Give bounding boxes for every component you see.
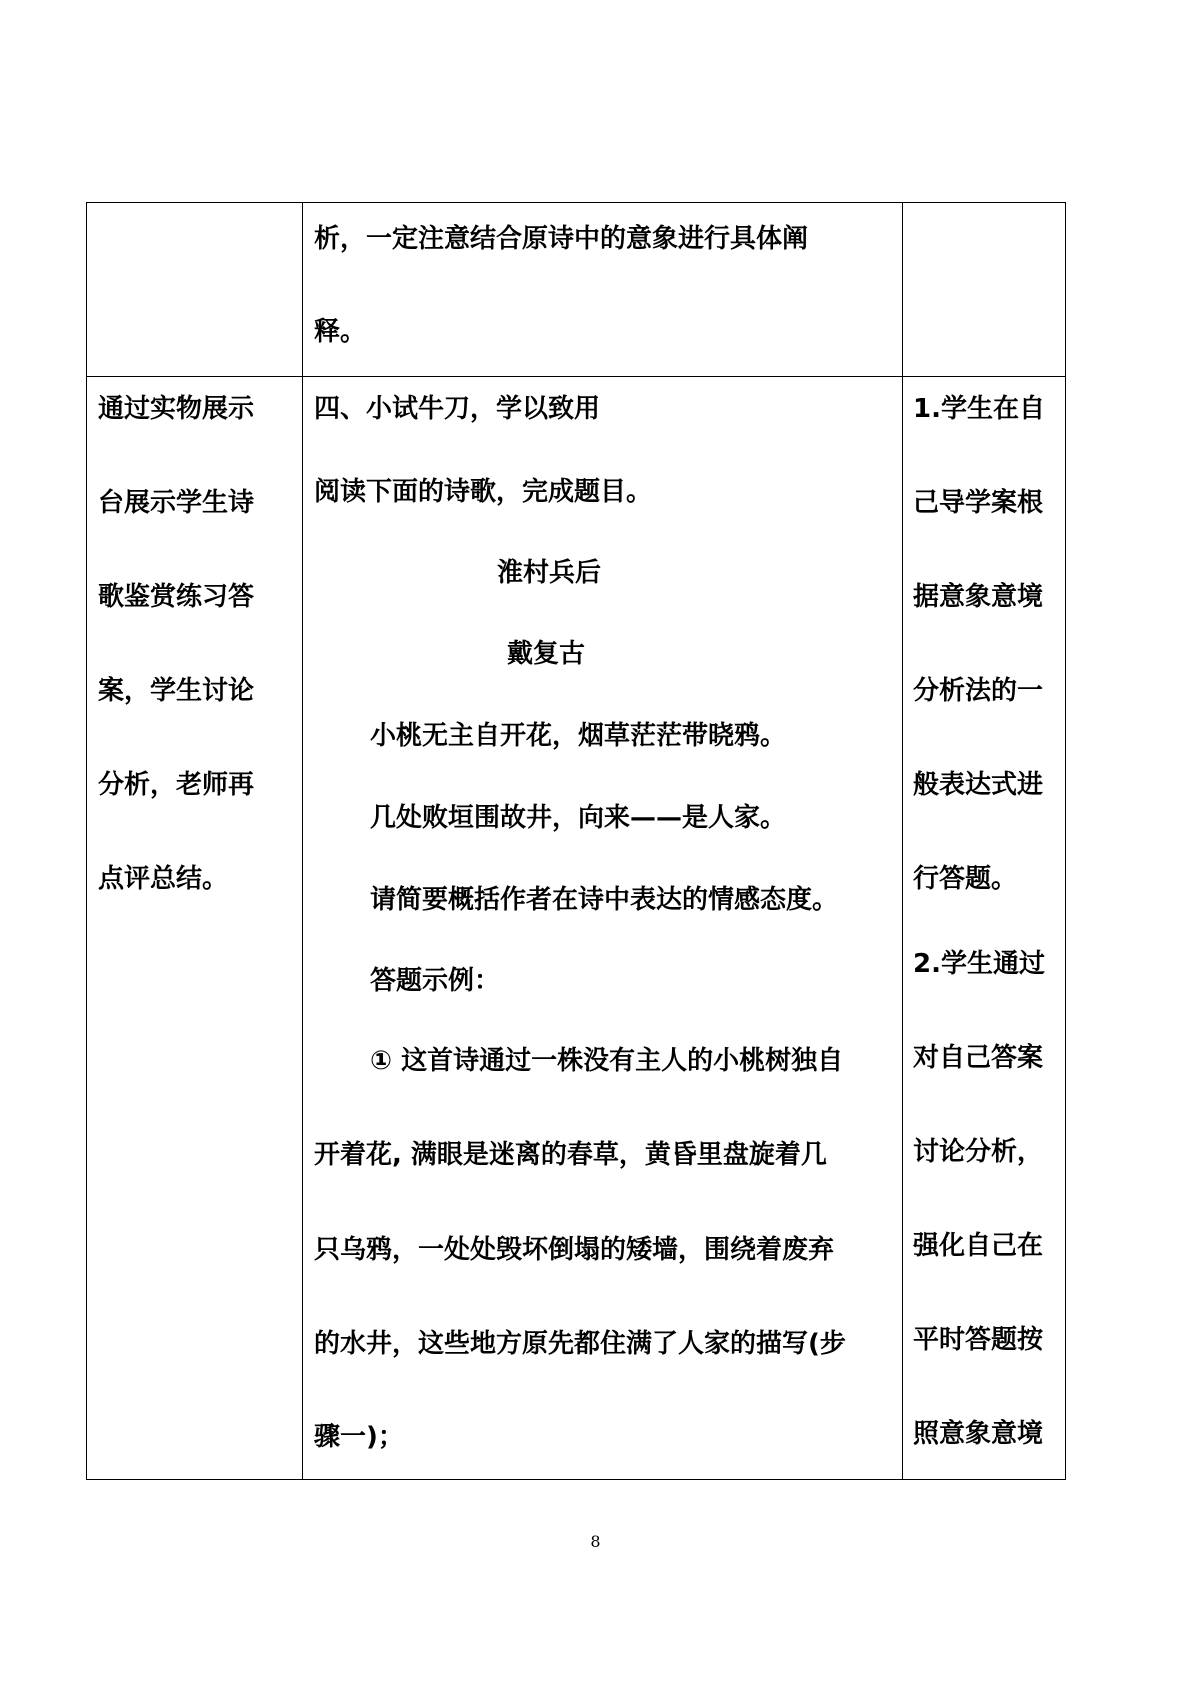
student-activity-line-4: 分析法的一 <box>913 676 1044 706</box>
student-activity-line-3: 据意象意境 <box>913 582 1044 612</box>
teacher-activity-line-6: 点评总结。 <box>98 864 229 894</box>
reading-instruction: 阅读下面的诗歌，完成题目。 <box>314 477 653 507</box>
student-activity-line-5: 般表达式进 <box>913 770 1044 800</box>
student-activity-line-7: 2.学生通过 <box>913 949 1045 979</box>
student-activity-line-9: 讨论分析， <box>913 1137 1044 1167</box>
question-text: 请简要概括作者在诗中表达的情感态度。 <box>370 885 839 915</box>
student-activity-line-1: 1.学生在自 <box>913 394 1045 424</box>
column-divider-2 <box>902 203 903 1479</box>
student-activity-line-8: 对自己答案 <box>913 1043 1044 1073</box>
answer-line-1: ① 这首诗通过一株没有主人的小桃树独自 <box>370 1046 844 1076</box>
row-divider <box>87 376 1065 377</box>
teacher-activity-line-1: 通过实物展示 <box>98 394 255 424</box>
answer-line-5: 骤一)； <box>314 1422 404 1452</box>
student-activity-line-2: 己导学案根 <box>913 488 1044 518</box>
answer-line-3: 只乌鸦，一处处毁坏倒塌的矮墙，围绕着废弃 <box>314 1235 835 1265</box>
student-activity-line-6: 行答题。 <box>913 864 1018 894</box>
teacher-activity-line-3: 歌鉴赏练习答 <box>98 582 255 612</box>
answer-line-2: 开着花, 满眼是迷离的春草，黄昏里盘旋着几 <box>314 1140 827 1170</box>
teacher-activity-line-5: 分析，老师再 <box>98 770 255 800</box>
column-divider-1 <box>302 203 303 1479</box>
poem-author: 戴复古 <box>507 639 586 669</box>
answer-line-4: 的水井，这些地方原先都住满了人家的描写(步 <box>314 1329 846 1359</box>
teacher-activity-line-4: 案，学生讨论 <box>98 676 255 706</box>
teacher-activity-line-2: 台展示学生诗 <box>98 488 255 518</box>
page-number: 8 <box>590 1532 601 1551</box>
lesson-plan-table <box>86 202 1066 1480</box>
poem-line-1: 小桃无主自开花，烟草茫茫带晓鸦。 <box>370 721 787 751</box>
row1-content-line-1: 析，一定注意结合原诗中的意象进行具体阐 <box>314 224 809 254</box>
student-activity-line-12: 照意象意境 <box>913 1419 1044 1449</box>
answer-label: 答题示例： <box>370 966 501 996</box>
section-heading: 四、小试牛刀，学以致用 <box>314 394 601 424</box>
poem-title: 淮村兵后 <box>497 558 602 588</box>
student-activity-line-11: 平时答题按 <box>913 1325 1044 1355</box>
poem-line-2: 几处败垣围故井，向来——是人家。 <box>370 803 787 833</box>
row1-content-line-2: 释。 <box>314 317 367 347</box>
student-activity-line-10: 强化自己在 <box>913 1231 1044 1261</box>
